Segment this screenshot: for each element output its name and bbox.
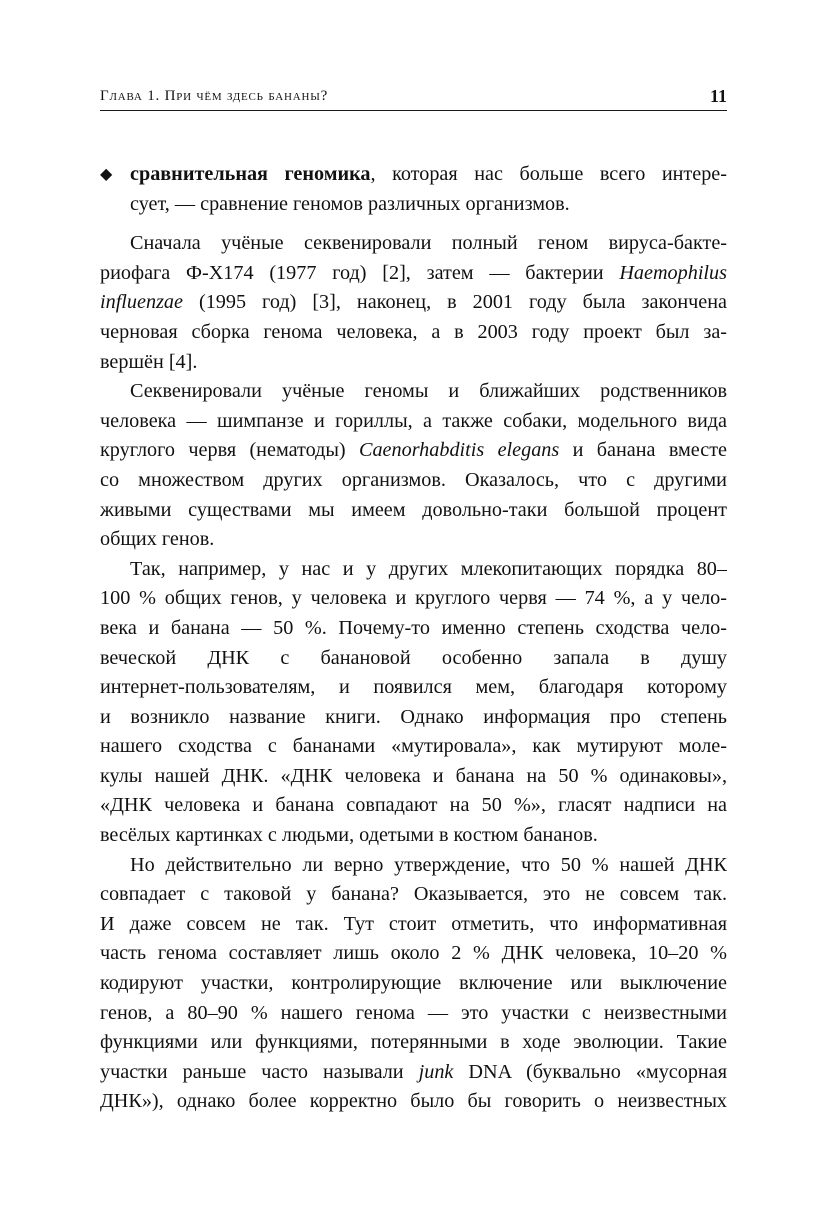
body-text bbox=[100, 160, 727, 1117]
term-bold: сравнительная геномика bbox=[130, 163, 371, 185]
text-fragment: , которая нас больше всего интере- bbox=[370, 163, 727, 185]
text-fragment: DNA (буквально «мусорная bbox=[453, 1060, 727, 1083]
text-line bbox=[100, 436, 727, 466]
paragraph bbox=[100, 229, 727, 377]
text-line: Секвенировали учёные геномы и ближайших родственников bbox=[130, 380, 727, 403]
text-line: веческой ДНК с банановой особенно запала в душу bbox=[100, 646, 727, 669]
text-line: человека — шимпанзе и гориллы, а также собаки, модельного вида bbox=[100, 409, 727, 432]
chapter-title: Глава 1. При чём здесь бананы? bbox=[100, 88, 329, 104]
text-line: 100 % общих генов, у человека и круглого червя — 74 %, а у чело- bbox=[100, 587, 727, 610]
text-line: Но действительно ли верно утверждение, что 50 % нашей ДНК bbox=[130, 853, 727, 876]
text-line: генов, а 80–90 % нашего генома — это участки с неизвестными bbox=[100, 1001, 727, 1024]
text-line: совпадает с таковой у банана? Оказывается, это не совсем так. bbox=[100, 883, 727, 906]
text-line: функциями или функциями, потерянными в ходе эволюции. Такие bbox=[100, 1031, 727, 1054]
text-fragment: участки раньше часто называли bbox=[100, 1060, 419, 1083]
species-name: influenzae bbox=[100, 291, 183, 314]
list-item bbox=[100, 160, 727, 219]
text-line: общих генов. bbox=[100, 528, 215, 551]
text-line: кулы нашей ДНК. «ДНК человека и банана на 50 % одинаковы», bbox=[100, 764, 727, 787]
text-line bbox=[100, 160, 727, 190]
running-header bbox=[100, 86, 727, 111]
paragraph bbox=[100, 851, 727, 1117]
text-line: Так, например, у нас и у других млекопитающих порядка 80– bbox=[130, 557, 727, 580]
text-line: и возникло название книги. Однако информация про степень bbox=[100, 705, 727, 728]
text-fragment: круглого червя (нематоды) bbox=[100, 439, 359, 462]
text-line: Сначала учёные секвенировали полный геном вируса-бакте- bbox=[130, 232, 727, 255]
text-line bbox=[100, 259, 727, 289]
text-line bbox=[100, 288, 727, 318]
text-fragment: и банана вместе bbox=[559, 439, 727, 462]
species-name: Caenorhabditis elegans bbox=[358, 439, 560, 462]
text-line: часть генома составляет лишь около 2 % ДНК человека, 10–20 % bbox=[100, 942, 727, 965]
text-line: века и банана — 50 %. Почему-то именно степень сходства чело- bbox=[100, 616, 727, 639]
text-fragment: (1995 год) [3], наконец, в 2001 году была закончена bbox=[182, 291, 727, 314]
text-line: сует, — сравнение геномов различных организмов. bbox=[130, 192, 570, 215]
paragraph bbox=[100, 555, 727, 851]
text-line: черновая сборка генома человека, а в 2003 году проект был за- bbox=[100, 320, 727, 343]
text-fragment: риофага Ф-Х174 (1977 год) [2], затем — бактерии bbox=[100, 261, 620, 284]
italic-term: junk bbox=[418, 1060, 454, 1083]
page-number: 11 bbox=[709, 86, 727, 106]
text-line: кодируют участки, контролирующие включение или выключение bbox=[100, 972, 727, 995]
text-line: живыми существами мы имеем довольно-таки большой процент bbox=[100, 498, 727, 521]
text-line bbox=[100, 1058, 727, 1088]
text-line: вершён [4]. bbox=[100, 350, 198, 373]
text-line: ДНК»), однако более корректно было бы говорить о неизвестных bbox=[100, 1090, 727, 1113]
text-line: «ДНК человека и банана совпадают на 50 %», гласят надписи на bbox=[100, 794, 727, 817]
text-line: весёлых картинках с людьми, одетыми в костюм бананов. bbox=[100, 824, 598, 847]
species-name: Haemophilus bbox=[619, 261, 727, 284]
text-line: нашего сходства с бананами «мутировала», как мутируют моле- bbox=[100, 735, 727, 758]
text-line: И даже совсем не так. Тут стоит отметить, что информативная bbox=[100, 912, 727, 935]
text-line: со множеством других организмов. Оказалось, что с другими bbox=[100, 468, 727, 491]
paragraph bbox=[100, 377, 727, 555]
diamond-bullet-icon: ◆ bbox=[100, 166, 113, 183]
text-line: интернет-пользователям, и появился мем, благодаря которому bbox=[100, 676, 727, 699]
